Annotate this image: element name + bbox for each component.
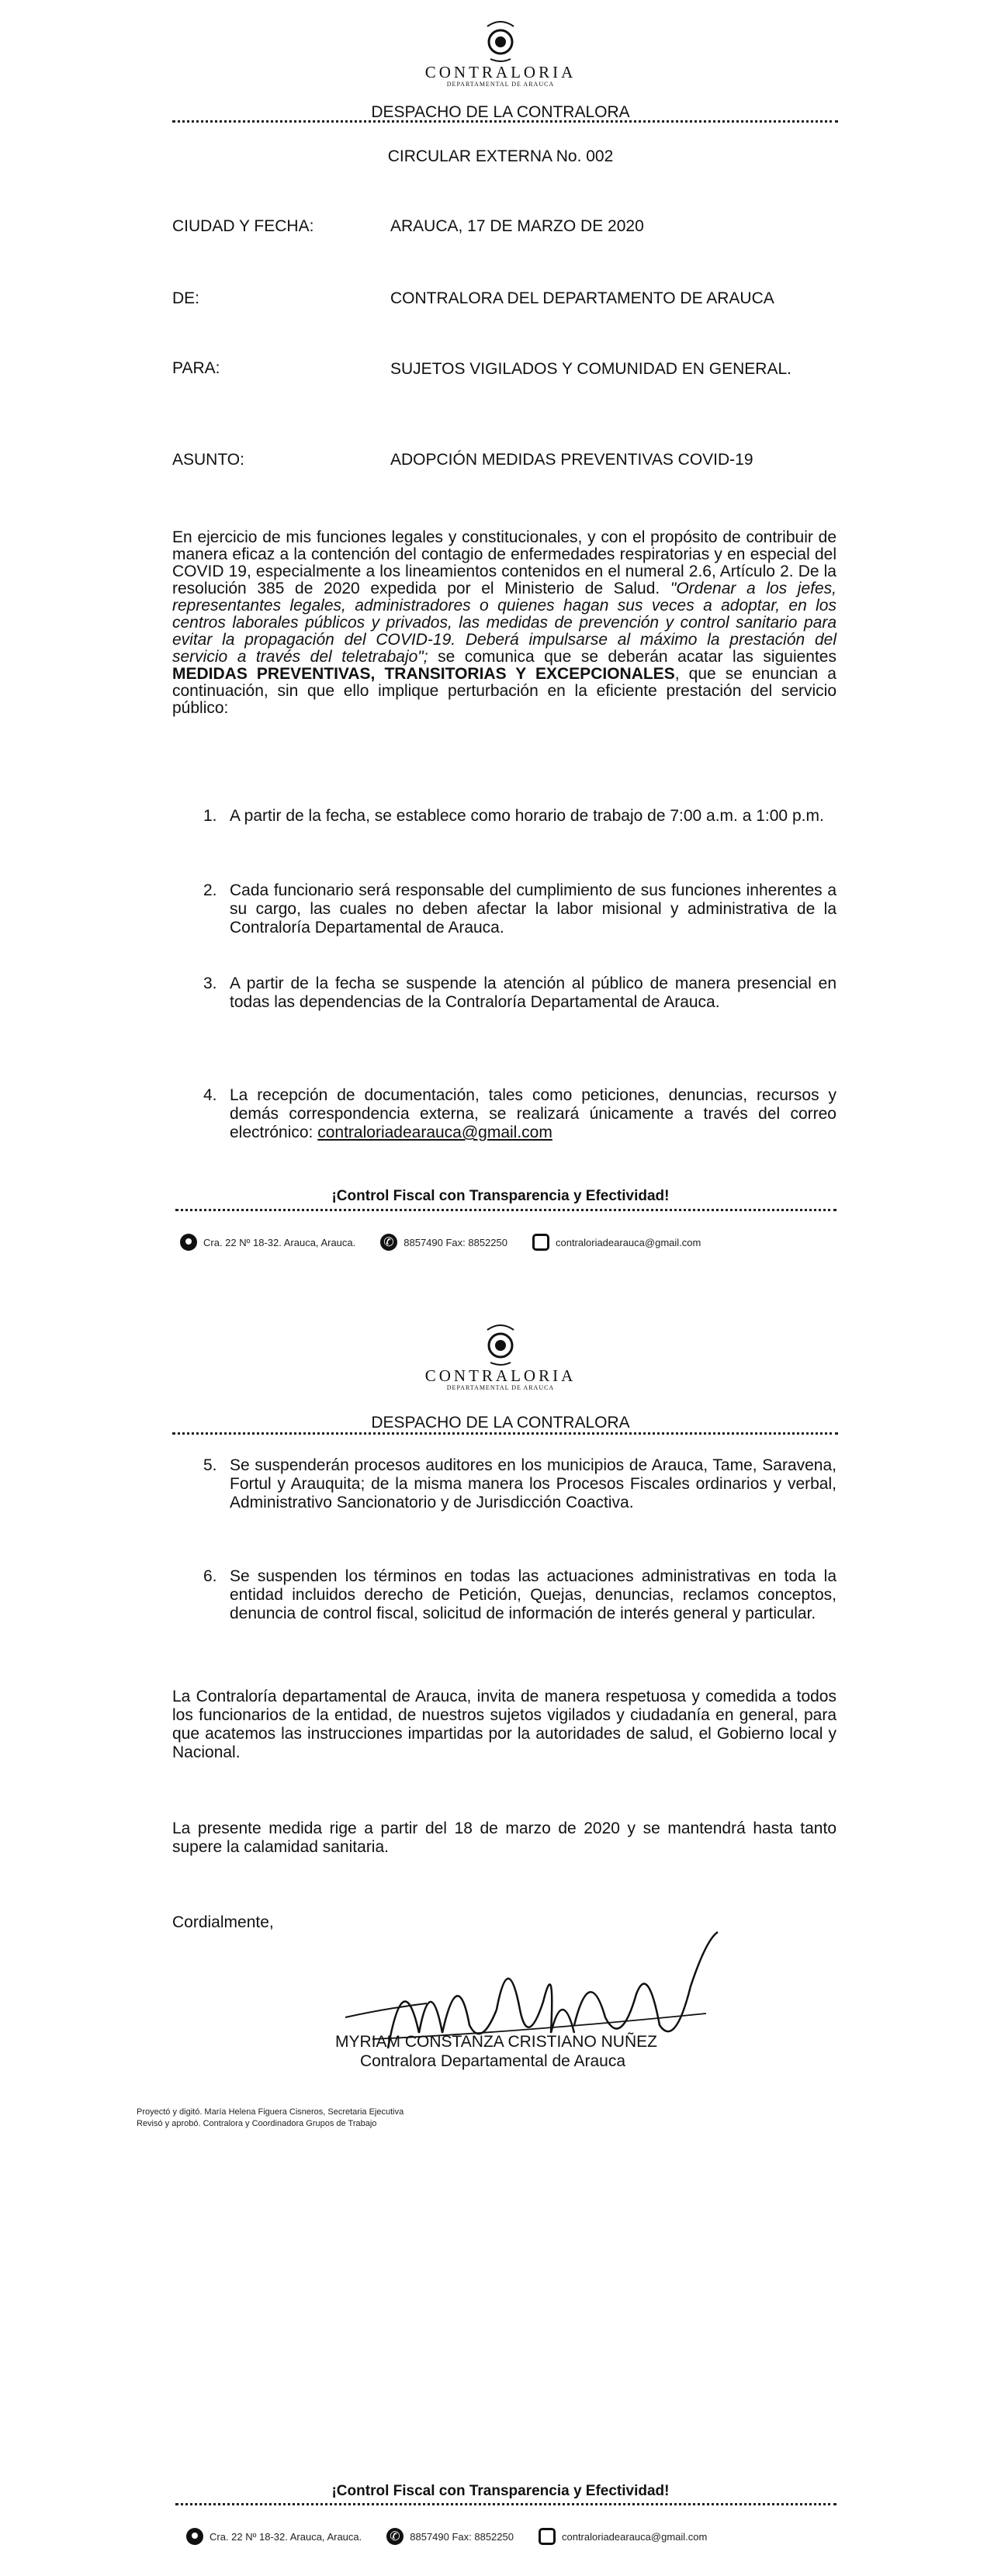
logo-subtitle: DEPARTAMENTAL DE ARAUCA	[446, 1384, 555, 1391]
footer-contact	[186, 2528, 707, 2545]
para-label: PARA:	[172, 359, 220, 377]
de-label: DE:	[172, 289, 200, 307]
footer-slogan: ¡Control Fiscal con Transparencia y Efectividad!	[331, 2483, 670, 2499]
location-pin-icon	[180, 1234, 197, 1251]
asunto-label: ASUNTO:	[172, 451, 244, 469]
logo-subtitle: DEPARTAMENTAL DE ARAUCA	[446, 81, 555, 88]
logo	[0, 1319, 1001, 1392]
location-pin-icon	[186, 2528, 203, 2545]
email-icon	[532, 1234, 549, 1251]
footer-contact	[180, 1234, 701, 1251]
item-number: 6.	[203, 1567, 217, 1585]
list-item: A partir de la fecha se suspende la atención al público de manera presencial en todas las dependencias de la Contraloría Departamental de Arauca.	[230, 975, 836, 1011]
list-item: A partir de la fecha, se establece como horario de trabajo de 7:00 a.m. a 1:00 p.m.	[230, 807, 824, 825]
footer-address: Cra. 22 Nº 18-32. Arauca, Arauca.	[203, 1236, 356, 1248]
ciudad-label: CIUDAD Y FECHA:	[172, 217, 314, 235]
dotted-divider	[175, 1209, 836, 1211]
asunto-value: ADOPCIÓN MEDIDAS PREVENTIVAS COVID-19	[390, 451, 753, 469]
signer-title: Contralora Departamental de Arauca	[360, 2052, 626, 2070]
dotted-divider	[175, 2503, 836, 2505]
phone-icon	[386, 2528, 404, 2545]
de-value: CONTRALORA DEL DEPARTAMENTO DE ARAUCA	[390, 289, 774, 307]
footer-phone: 8857490 Fax: 8852250	[404, 1236, 507, 1248]
para-value: SUJETOS VIGILADOS Y COMUNIDAD EN GENERAL.	[390, 360, 791, 378]
list-item: Se suspenderán procesos auditores en los municipios de Arauca, Tame, Saravena, Fortul y Arauquita; de la misma manera los Procesos Fiscales ordinarios y verbal, Administrativo Sancionatorio y de Jurisdicción Coactiva.	[230, 1456, 836, 1511]
dotted-divider	[172, 120, 838, 123]
item-number: 3.	[203, 975, 217, 992]
intro-quote: "Ordenar a los jefes, representantes legales, administradores o quienes hagan sus veces a adoptar, en los centros laborales públicos y privados, las medidas de prevención y control sanitario para evitar la propagación del COVID-19. Deberá impulsarse al máximo la prestación del servicio a través del teletrabajo";	[172, 580, 836, 666]
contraloria-emblem-icon	[481, 16, 520, 64]
intro-paragraph	[172, 529, 836, 717]
circular-number: CIRCULAR EXTERNA No. 002	[387, 147, 614, 165]
intro-bold: MEDIDAS PREVENTIVAS, TRANSITORIAS Y EXCEPCIONALES	[172, 665, 675, 683]
contraloria-emblem-icon	[481, 1319, 520, 1367]
list-item: Cada funcionario será responsable del cumplimiento de sus funciones inherentes a su cargo, las cuales no deben afectar la labor misional y administrativa de la Contraloría Departamental de Arauca.	[230, 881, 836, 937]
intro-part3: , que se enuncian a continuación, sin que ello implique perturbación en la eficiente prestación del servicio público:	[172, 665, 836, 717]
footer-email[interactable]: contraloriadearauca@gmail.com	[561, 2530, 708, 2543]
footer-address: Cra. 22 Nº 18-32. Arauca, Arauca.	[210, 2530, 362, 2543]
logo-name: CONTRALORIA	[424, 63, 577, 81]
email-link[interactable]: contraloriadearauca@gmail.com	[317, 1124, 552, 1141]
dept-title: DESPACHO DE LA CONTRALORA	[371, 103, 630, 121]
footer-slogan: ¡Control Fiscal con Transparencia y Efectividad!	[331, 1188, 670, 1204]
dotted-divider	[172, 1432, 838, 1435]
dept-title: DESPACHO DE LA CONTRALORA	[371, 1414, 630, 1432]
logo-name: CONTRALORIA	[424, 1366, 577, 1385]
intro-part2: se comunica que se deberán acatar las siguientes	[438, 648, 836, 666]
closing-paragraph-1: La Contraloría departamental de Arauca, invita de manera respetuosa y comedida a todos los funcionarios de la entidad, de nuestros sujetos vigilados y ciudadanía en general, para que acatemos las instrucciones impartidas por la autoridades de salud, el Gobierno local y Nacional.	[172, 1688, 836, 1761]
closing-paragraph-2: La presente medida rige a partir del 18 de marzo de 2020 y se mantendrá hasta tanto supere la calamidad sanitaria.	[172, 1819, 836, 1856]
list-item: Se suspenden los términos en todas las actuaciones administrativas en toda la entidad incluidos derecho de Petición, Quejas, denuncias, reclamos conceptos, denuncia de control fiscal, solicitud de información de interés general y particular.	[230, 1567, 836, 1622]
item-number: 5.	[203, 1456, 217, 1474]
logo	[0, 16, 1001, 88]
footer-email[interactable]: contraloriadearauca@gmail.com	[555, 1236, 701, 1248]
item-number: 4.	[203, 1086, 217, 1104]
email-icon	[539, 2528, 556, 2545]
footer-phone: 8857490 Fax: 8852250	[410, 2530, 514, 2543]
salutation: Cordialmente,	[172, 1913, 274, 1931]
phone-icon	[380, 1234, 397, 1251]
intro-part1: En ejercicio de mis funciones legales y constitucionales, y con el propósito de contribuir de manera eficaz a la contención del contagio de enfermedades respiratorias y en especial del COVID 19, especialmente a los lineamientos contenidos en el numeral 2.6, Artículo 2. De la resolución 385 de 2020 expedida por el Ministerio de Salud.	[172, 528, 836, 597]
ciudad-value: ARAUCA, 17 DE MARZO DE 2020	[390, 217, 644, 235]
list-item	[230, 1086, 836, 1142]
credits-line-1: Proyectó y digitó. María Helena Figuera Cisneros, Secretaria Ejecutiva	[137, 2107, 404, 2117]
signer-name: MYRIAM CONSTANZA CRISTIANO NUÑEZ	[335, 2033, 657, 2051]
item-4-text: La recepción de documentación, tales como peticiones, denuncias, recursos y demás correspondencia externa, se realizará únicamente a través del correo electrónico:	[230, 1086, 836, 1141]
item-number: 2.	[203, 881, 217, 899]
credits-line-2: Revisó y aprobó. Contralora y Coordinadora Grupos de Trabajo	[137, 2119, 377, 2128]
item-number: 1.	[203, 807, 217, 825]
